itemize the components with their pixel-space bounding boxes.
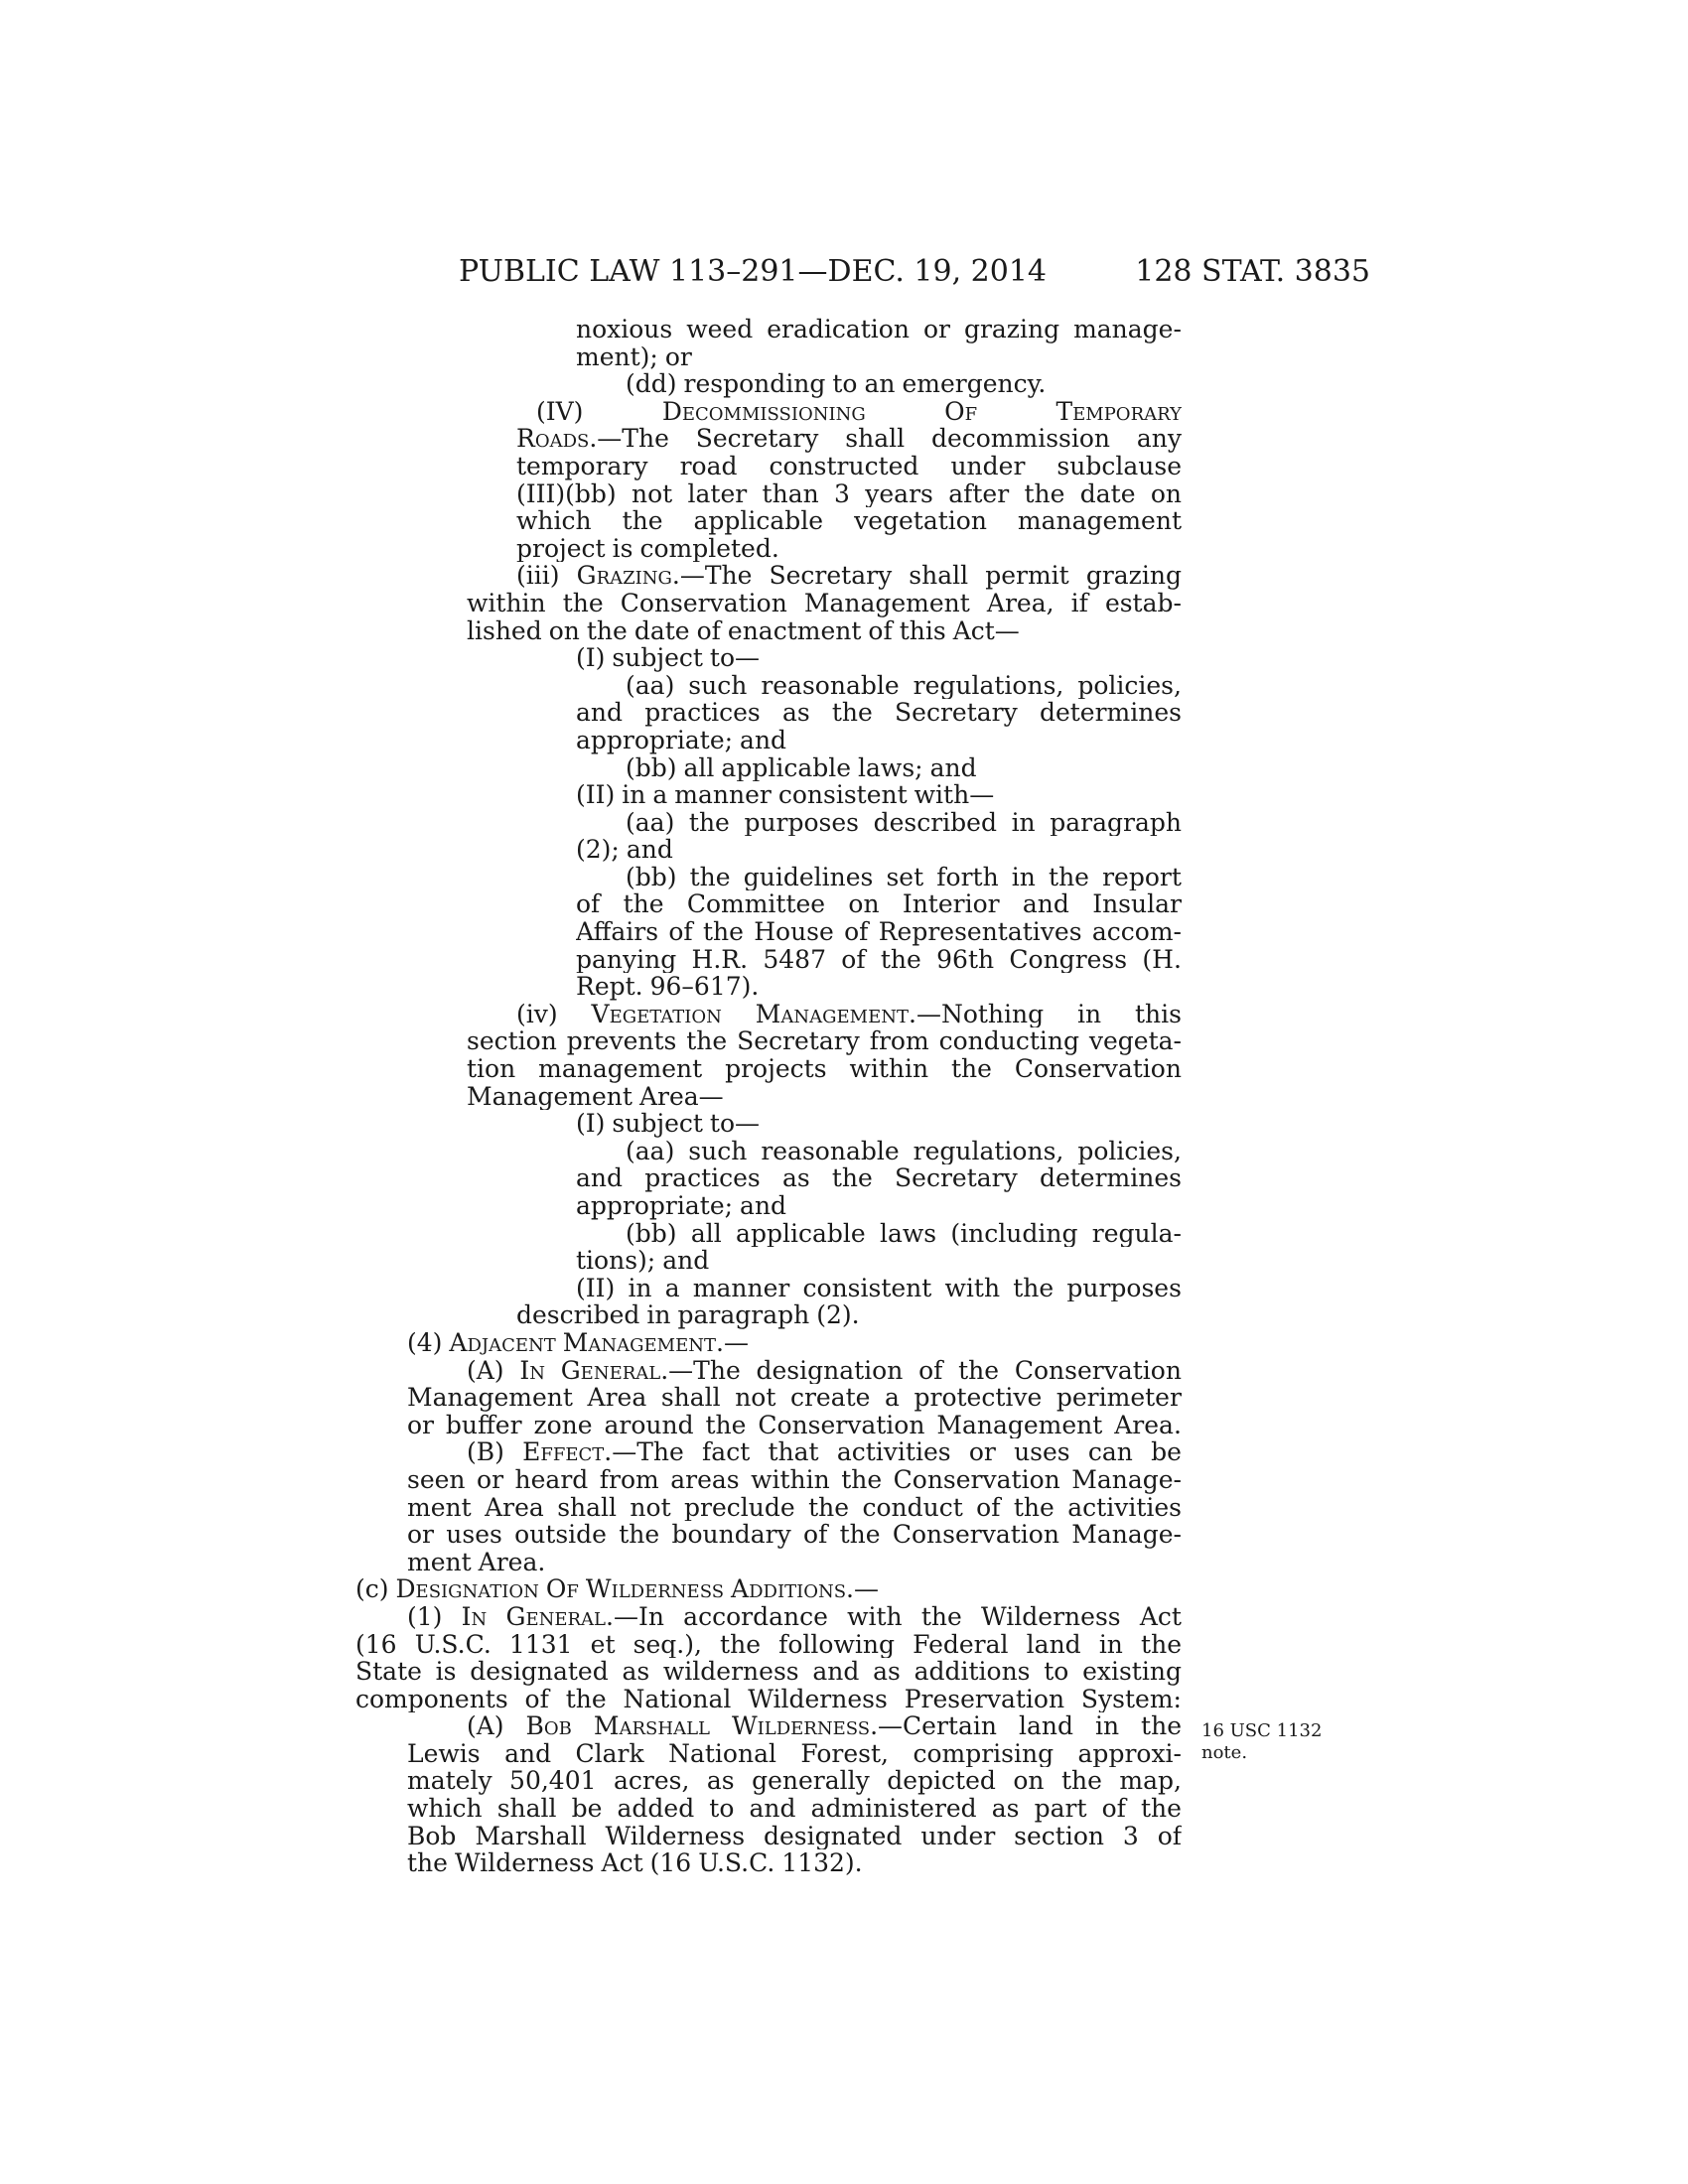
text-line: Roads.—The Secretary shall decommission any: [516, 425, 1182, 453]
text-line: (II) in a manner consistent with—: [576, 781, 995, 809]
text-line: (iii) Grazing.—The Secretary shall permit grazing: [516, 562, 1182, 590]
text-line: ment Area shall not preclude the conduct of the activities: [407, 1493, 1182, 1522]
text-line: noxious weed eradication or grazing manage-: [576, 316, 1182, 343]
margin-note: [1201, 1720, 1340, 1764]
text-line: (4) Adjacent Management.—: [407, 1328, 749, 1357]
text-line: (IV) Decommissioning Of Temporary: [536, 397, 1182, 426]
text-line: or uses outside the boundary of the Conservation Manage-: [407, 1521, 1182, 1549]
text-line: project is completed.: [516, 534, 779, 563]
text-line: of the Committee on Interior and Insular: [576, 890, 1182, 919]
margin-note-line-1: 16 USC 1132: [1201, 1720, 1323, 1741]
text-line: mately 50,401 acres, as generally depicted on the map,: [407, 1767, 1182, 1796]
statute-citation: 128 STAT. 3835: [1135, 254, 1370, 289]
text-line: panying H.R. 5487 of the 96th Congress (H.: [576, 945, 1182, 974]
text-line: (bb) all applicable laws (including regula-: [626, 1219, 1182, 1248]
text-line: State is designated as wilderness and as additions to existing: [355, 1658, 1182, 1686]
text-line: (I) subject to—: [576, 644, 761, 672]
text-line: (dd) responding to an emergency.: [626, 370, 1047, 398]
text-line: (2); and: [576, 836, 673, 864]
text-line: (1) In General.—In accordance with the Wilderness Act: [407, 1602, 1182, 1631]
margin-note-line-2: note.: [1201, 1742, 1248, 1763]
text-line: (B) Effect.—The fact that activities or uses can be: [467, 1438, 1182, 1466]
text-line: described in paragraph (2).: [516, 1301, 860, 1329]
text-line: (III)(bb) not later than 3 years after the date on: [516, 479, 1182, 508]
text-line: section prevents the Secretary from conducting vegeta-: [467, 1027, 1182, 1056]
text-line: (bb) all applicable laws; and: [626, 753, 977, 782]
text-line: the Wilderness Act (16 U.S.C. 1132).: [407, 1849, 863, 1877]
text-line: lished on the date of enactment of this Act—: [467, 616, 1020, 645]
text-line: (aa) such reasonable regulations, policies,: [626, 1137, 1182, 1165]
text-line: Bob Marshall Wilderness designated under section 3 of: [407, 1822, 1182, 1850]
text-line: temporary road constructed under subclause: [516, 452, 1182, 480]
text-line: Lewis and Clark National Forest, comprising approxi-: [407, 1739, 1182, 1768]
text-line: (bb) the guidelines set forth in the report: [626, 863, 1182, 891]
text-line: appropriate; and: [576, 1192, 787, 1220]
text-line: tion management projects within the Conservation: [467, 1055, 1182, 1083]
text-line: (c) Designation Of Wilderness Additions.—: [355, 1575, 879, 1603]
text-line: ment Area.: [407, 1548, 546, 1576]
text-line: Management Area shall not create a protective perimeter: [407, 1384, 1182, 1412]
text-line: (A) Bob Marshall Wilderness.—Certain land in the: [467, 1712, 1182, 1740]
text-line: and practices as the Secretary determines: [576, 699, 1182, 727]
text-line: seen or heard from areas within the Conservation Manage-: [407, 1465, 1182, 1494]
text-line: Rept. 96–617).: [576, 973, 760, 1001]
text-line: (aa) such reasonable regulations, policies,: [626, 671, 1182, 700]
text-line: or buffer zone around the Conservation Management Area.: [407, 1411, 1182, 1439]
text-line: Affairs of the House of Representatives accom-: [576, 918, 1182, 946]
page-header: [459, 252, 1370, 292]
text-line: Management Area—: [467, 1082, 724, 1111]
public-law-title: PUBLIC LAW 113–291—DEC. 19, 2014: [459, 254, 1048, 289]
text-line: (aa) the purposes described in paragraph: [626, 808, 1182, 837]
statute-body: [355, 316, 1182, 1877]
text-line: ment); or: [576, 342, 692, 371]
text-line: components of the National Wilderness Preservation System:: [355, 1685, 1182, 1713]
text-line: and practices as the Secretary determines: [576, 1164, 1182, 1192]
text-line: (I) subject to—: [576, 1110, 761, 1138]
text-line: tions); and: [576, 1247, 710, 1275]
text-line: appropriate; and: [576, 726, 787, 754]
text-line: (iv) Vegetation Management.—Nothing in this: [516, 1000, 1182, 1028]
text-line: which the applicable vegetation management: [516, 507, 1182, 535]
text-line: within the Conservation Management Area, if estab-: [467, 589, 1182, 617]
text-line: (A) In General.—The designation of the Conservation: [467, 1356, 1182, 1385]
text-line: which shall be added to and administered as part of the: [407, 1795, 1182, 1823]
text-line: (16 U.S.C. 1131 et seq.), the following Federal land in the: [355, 1630, 1182, 1659]
text-line: (II) in a manner consistent with the purposes: [576, 1274, 1182, 1302]
